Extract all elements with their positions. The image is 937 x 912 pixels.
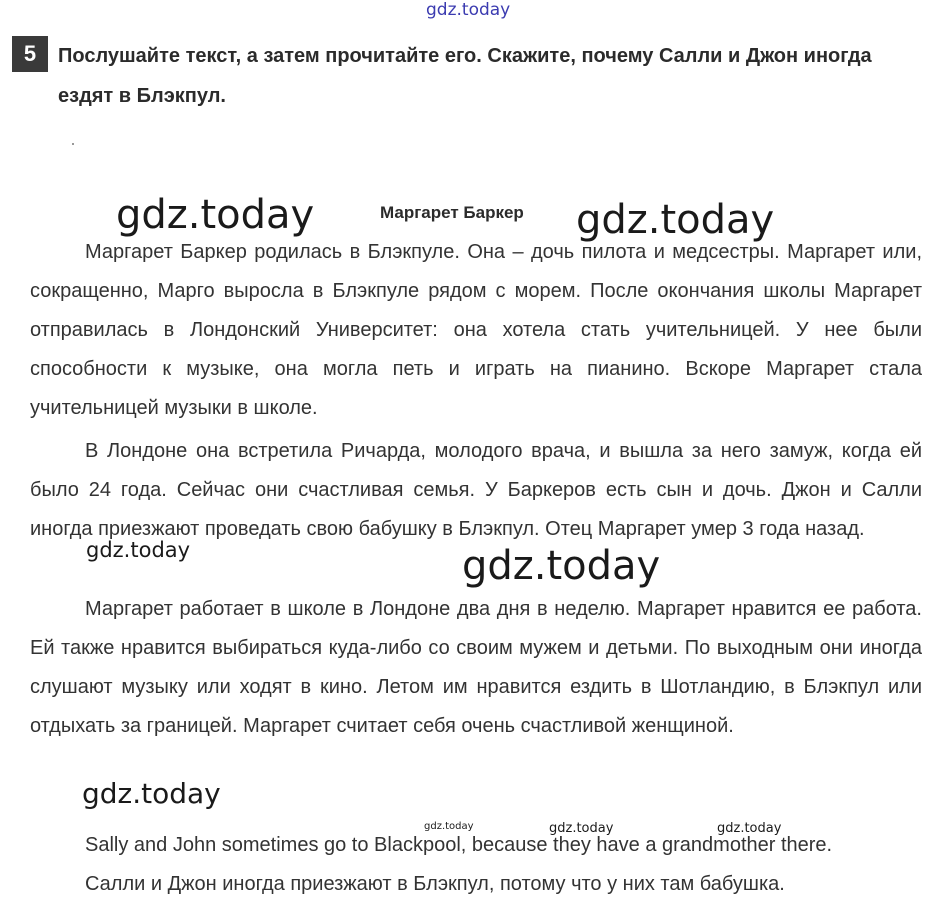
watermark-top: gdz.today bbox=[426, 0, 511, 20]
story-paragraph-1: Маргарет Баркер родилась в Блэкпуле. Она – дочь пилота и медсестры. Маргарет или, сокращенно, Марго выросла в Блэкпуле рядом с морем. После окончания школы Маргарет отправилась в Лондонский Университет: она хотела стать учительницей. У нее были способности к музыке, она могла петь и играть на пианино. Вскоре Маргарет стала учительницей музыки в школе. bbox=[30, 241, 922, 419]
watermark-lower: gdz.today bbox=[82, 777, 221, 810]
watermark-right-large: gdz.today bbox=[576, 197, 775, 243]
task-number-badge: 5 bbox=[12, 36, 48, 72]
story-title: Маргарет Баркер bbox=[380, 203, 524, 222]
stray-dot bbox=[72, 143, 74, 145]
story-paragraph-2: В Лондоне она встретила Ричарда, молодого врача, и вышла за него замуж, когда ей было 24 года. Сейчас они счастливая семья. У Баркеров есть сын и дочь. Джон и Салли иногда приезжают проведать свою бабушку в Блэкпул. Отец Маргарет умер 3 года назад. bbox=[30, 440, 922, 540]
watermark-left-large: gdz.today bbox=[116, 192, 315, 238]
watermark-tiny-3: gdz.today bbox=[717, 821, 782, 836]
story-paragraph-3: Маргарет работает в школе в Лондоне два дня в неделю. Маргарет нравится ее работа. Ей также нравится выбираться куда-либо со своим мужем и детьми. По выходным они иногда слушают музыку или ходят в кино. Летом им нравится ездить в Шотландию, в Блэкпул или отдыхать за границей. Маргарет считает себя очень счастливой женщиной. bbox=[30, 598, 922, 737]
watermark-tiny-1: gdz.today bbox=[424, 821, 474, 832]
task-instruction: Послушайте текст, а затем прочитайте его. Скажите, почему Салли и Джон иногда ездят в Блэкпул. bbox=[58, 45, 872, 107]
answer-russian: Салли и Джон иногда приезжают в Блэкпул, потому что у них там бабушка. bbox=[85, 873, 785, 895]
watermark-tiny-2: gdz.today bbox=[549, 821, 614, 836]
watermark-mid-large: gdz.today bbox=[462, 543, 661, 589]
watermark-mid-small: gdz.today bbox=[86, 538, 191, 562]
answer-english: Sally and John sometimes go to Blackpool, because they have a grandmother there. bbox=[85, 834, 833, 856]
